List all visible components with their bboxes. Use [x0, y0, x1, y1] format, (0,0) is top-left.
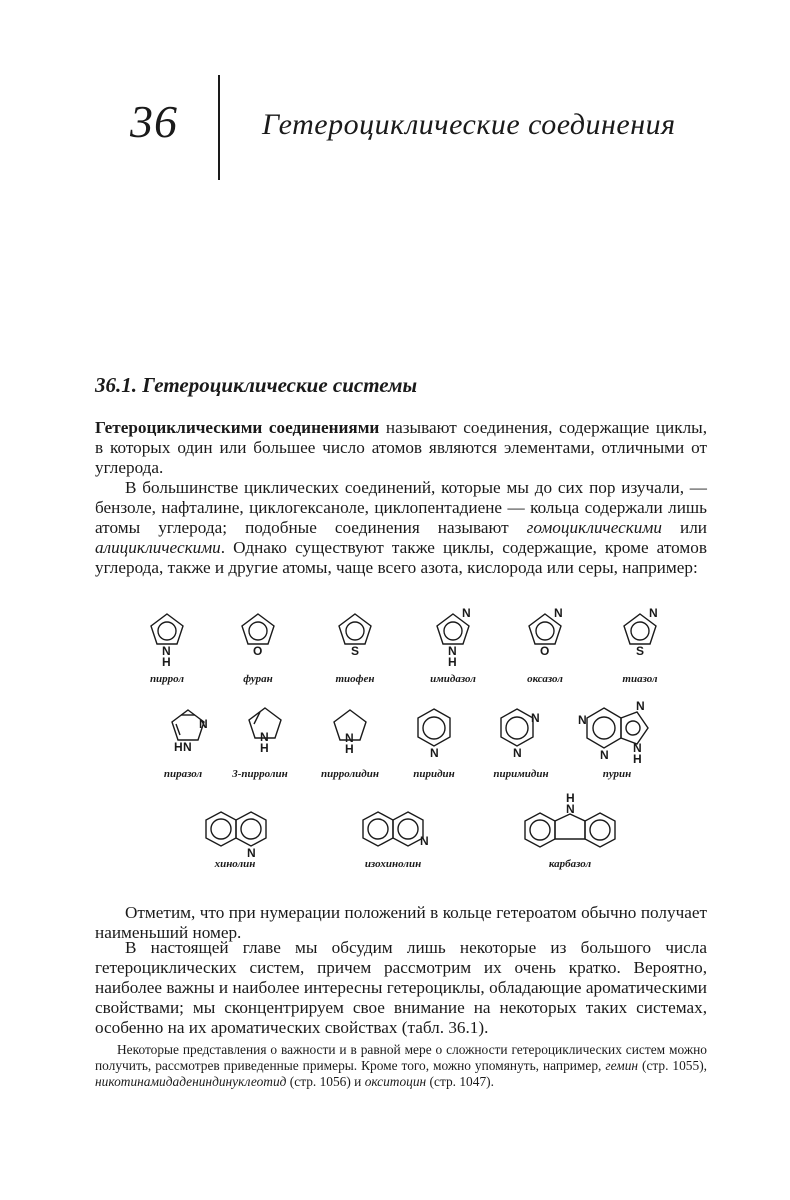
label-pyrazole: пиразол	[163, 768, 203, 780]
label-pyrimidine: пиримидин	[493, 768, 549, 780]
chapter-number: 36	[130, 96, 178, 147]
label-pyridine: пиридин	[413, 768, 455, 780]
label-isoquinoline: изохинолин	[364, 858, 422, 870]
structure-quinoline	[206, 812, 266, 846]
atom-pyridine-n: N	[430, 746, 439, 760]
atom-oxazole-n: N	[554, 606, 563, 620]
p2-term-alicyclic: алициклическими	[95, 538, 221, 557]
structure-isoquinoline	[363, 812, 423, 846]
atom-purine-n3: N	[600, 748, 609, 762]
atom-thiophene-s: S	[351, 644, 360, 658]
atom-furan-o: O	[253, 644, 263, 658]
atom-quinoline-n: N	[247, 846, 256, 860]
atom-pyrimidine-n1: N	[513, 746, 522, 760]
p2-text-c: . Однако существуют также циклы, содержащие, кроме атомов углерода, также и другие атомы, чаще всего азота, кислорода или серы, например:	[95, 538, 707, 577]
atom-pyrroline-n: N	[260, 730, 269, 744]
atom-pyrazole-n2: N	[199, 717, 208, 731]
structure-furan	[242, 614, 274, 644]
p4-text: В настоящей главе мы обсудим лишь некоторые из большого числа гетероциклических систем, причем рассмотрим их очень кратко. Вероятно, наиболее важны и наиболее интересны гетероциклы, обладающие ароматическими свойствами; мы сконцентрируем свое внимание на некоторых таких системах, особенно на их ароматических свойствах (табл. 36.1).	[95, 938, 707, 1037]
label-furan: фуран	[243, 673, 273, 685]
atom-pyrimidine-n3: N	[531, 711, 540, 725]
heterocycle-structures-figure	[0, 600, 790, 890]
atom-oxazole-o: O	[540, 644, 550, 658]
label-quinoline: хинолин	[214, 858, 256, 870]
atom-pyrrole-n: N	[162, 644, 171, 658]
structure-pyridine	[418, 709, 450, 746]
structure-pyrimidine	[501, 709, 533, 746]
footnote-text-d: (стр. 1047).	[426, 1074, 494, 1089]
atom-imidazole-n3: N	[462, 606, 471, 620]
atom-pyrazole-n1: N	[183, 740, 192, 754]
atom-pyrrolidine-h: H	[345, 742, 354, 756]
structure-pyrrole	[151, 614, 183, 644]
label-pyrrole: пиррол	[149, 673, 185, 685]
section-title: 36.1. Гетероциклические системы	[95, 373, 418, 397]
atom-pyrazole-h: H	[174, 740, 183, 754]
atom-purine-n9: N	[633, 741, 642, 755]
chapter-rule	[218, 75, 220, 180]
footnote-term-oxytocin: окситоцин	[364, 1074, 427, 1089]
atom-purine-h: H	[633, 752, 642, 766]
atom-pyrrolidine-n: N	[345, 731, 354, 745]
label-carbazole: карбазол	[548, 858, 592, 870]
label-thiophene: тиофен	[335, 673, 375, 685]
p2-text-b: или	[661, 518, 707, 537]
definition-term: Гетероциклическими соединениями	[95, 418, 380, 437]
paragraph-chapter-scope	[95, 938, 707, 1038]
atom-purine-n1: N	[578, 713, 587, 727]
p3-text: Отметим, что при нумерации положений в кольце гетероатом обычно получает наименьший номер.	[95, 903, 707, 942]
footnote-term-nad: никотинамидадениндинуклеотид	[95, 1074, 287, 1089]
footnote-term-hemin: гемин	[605, 1058, 639, 1073]
atom-pyrrole-h: H	[162, 655, 171, 669]
label-oxazole: оксазол	[527, 673, 563, 685]
label-imidazole: имидазол	[430, 673, 476, 685]
paragraph-numbering	[95, 903, 707, 943]
label-3-pyrroline: 3-пирролин	[232, 768, 288, 780]
definition-text: называют соединения, содержащие циклы, в которых один или большее число атомов являются элементами, отличными от углерода.	[95, 418, 708, 477]
structure-carbazole	[525, 813, 615, 847]
footnote-text-b: (стр. 1055),	[638, 1058, 707, 1073]
paragraph-definition	[95, 418, 707, 478]
atom-pyrroline-h: H	[260, 741, 269, 755]
atom-purine-n7: N	[636, 699, 645, 713]
label-pyrrolidine: пирролидин	[321, 768, 379, 780]
atom-isoquinoline-n: N	[420, 834, 429, 848]
atom-carbazole-h: H	[566, 791, 575, 805]
atom-imidazole-h: H	[448, 655, 457, 669]
atom-imidazole-n1: N	[448, 644, 457, 658]
chapter-title: Гетероциклические соединения	[262, 108, 676, 141]
structure-thiophene	[339, 614, 371, 644]
footnote	[95, 1042, 707, 1090]
atom-thiazole-n: N	[649, 606, 658, 620]
p2-text-a: В большинстве циклических соединений, которые мы до сих пор изучали, — бензоле, нафталине, циклогексаноле, циклопентадиене — кольца содержали лишь атомы углерода; подобные соединения называют	[95, 478, 707, 537]
atom-carbazole-n: N	[566, 802, 575, 816]
paragraph-homocyclic	[95, 478, 707, 578]
footnote-text-c: (стр. 1056) и	[286, 1074, 365, 1089]
label-purine: пурин	[602, 768, 632, 780]
atom-thiazole-s: S	[636, 644, 645, 658]
p2-term-homocyclic: гомоциклическими	[526, 518, 662, 537]
label-thiazole: тиазол	[622, 673, 658, 685]
footnote-text-a: Некоторые представления о важности и в равной мере о сложности гетероциклических систем можно получить, рассмотрев приведенные примеры. Кроме того, можно упомянуть, например,	[95, 1042, 707, 1073]
